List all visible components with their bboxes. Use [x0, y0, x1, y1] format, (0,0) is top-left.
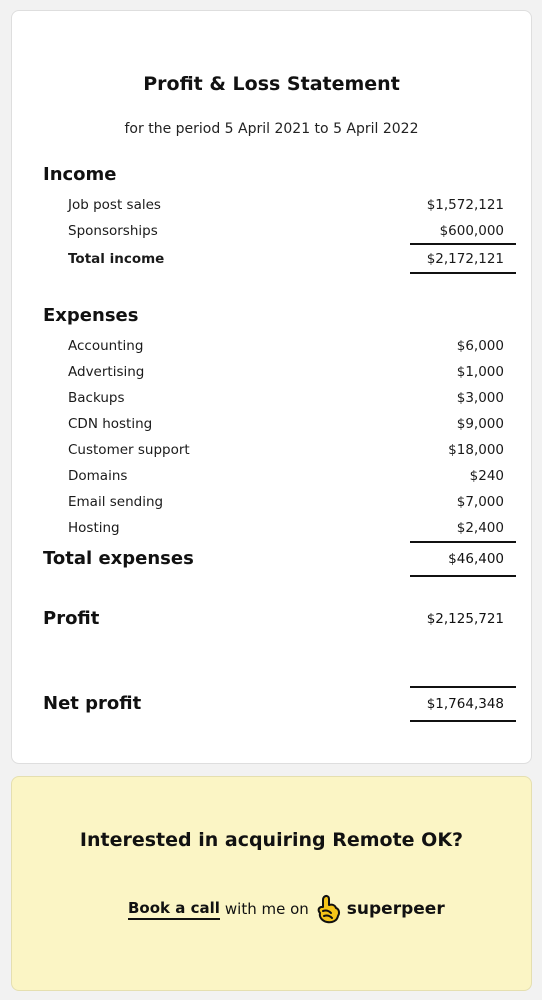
book-call-line: [128, 889, 445, 929]
expense-row: [68, 489, 504, 515]
row-label: Total income: [68, 251, 165, 267]
row-value: $1,000: [456, 364, 504, 380]
row-value: $600,000: [439, 223, 504, 239]
row-value: $3,000: [456, 390, 504, 406]
pl-statement-card: [11, 10, 532, 764]
divider: [410, 541, 516, 543]
row-value: $6,000: [456, 338, 504, 354]
row-value: $9,000: [456, 416, 504, 432]
row-label: CDN hosting: [68, 416, 153, 432]
row-label: Customer support: [68, 442, 190, 458]
row-value: $2,400: [456, 520, 504, 536]
book-call-link[interactable]: Book a call: [128, 899, 220, 920]
expense-row: [68, 463, 504, 489]
total-expenses-row: [43, 544, 504, 574]
expense-row: [68, 515, 504, 541]
expense-row: [68, 385, 504, 411]
promo-title: Interested in acquiring Remote OK?: [79, 829, 464, 851]
divider: [410, 272, 516, 274]
row-value: $1,764,348: [426, 696, 504, 712]
expense-row: [68, 359, 504, 385]
net-profit-row: [43, 689, 504, 719]
profit-row: [43, 604, 504, 634]
row-value: $18,000: [448, 442, 504, 458]
row-value: $2,125,721: [426, 611, 504, 627]
with-text: with me on: [224, 900, 309, 918]
row-label: Advertising: [68, 364, 145, 380]
superpeer-hand-icon: [315, 894, 343, 924]
row-label: Hosting: [68, 520, 120, 536]
row-value: $7,000: [456, 494, 504, 510]
expenses-heading: Expenses: [43, 305, 139, 326]
superpeer-logo[interactable]: [315, 894, 445, 924]
row-label: Net profit: [43, 693, 142, 714]
row-value: $2,172,121: [426, 251, 504, 267]
row-value: $240: [469, 468, 504, 484]
total-income-row: [68, 246, 504, 272]
expense-row: [68, 437, 504, 463]
row-label: Total expenses: [43, 548, 194, 569]
divider: [410, 686, 516, 688]
row-label: Job post sales: [68, 197, 161, 213]
row-label: Accounting: [68, 338, 144, 354]
income-row: [68, 218, 504, 244]
row-label: Email sending: [68, 494, 164, 510]
statement-period: for the period 5 April 2021 to 5 April 2022: [124, 121, 419, 137]
expense-row: [68, 411, 504, 437]
divider: [410, 243, 516, 245]
divider: [410, 720, 516, 722]
acquisition-promo: [11, 776, 532, 991]
income-row: [68, 192, 504, 218]
row-label: Sponsorships: [68, 223, 158, 239]
divider: [410, 575, 516, 577]
expense-row: [68, 333, 504, 359]
row-label: Backups: [68, 390, 125, 406]
row-value: $1,572,121: [426, 197, 504, 213]
row-label: Domains: [68, 468, 128, 484]
row-value: $46,400: [448, 551, 504, 567]
income-heading: Income: [43, 164, 117, 185]
row-label: Profit: [43, 608, 100, 629]
superpeer-wordmark: superpeer: [346, 899, 445, 919]
statement-title: Profit & Loss Statement: [143, 73, 400, 95]
